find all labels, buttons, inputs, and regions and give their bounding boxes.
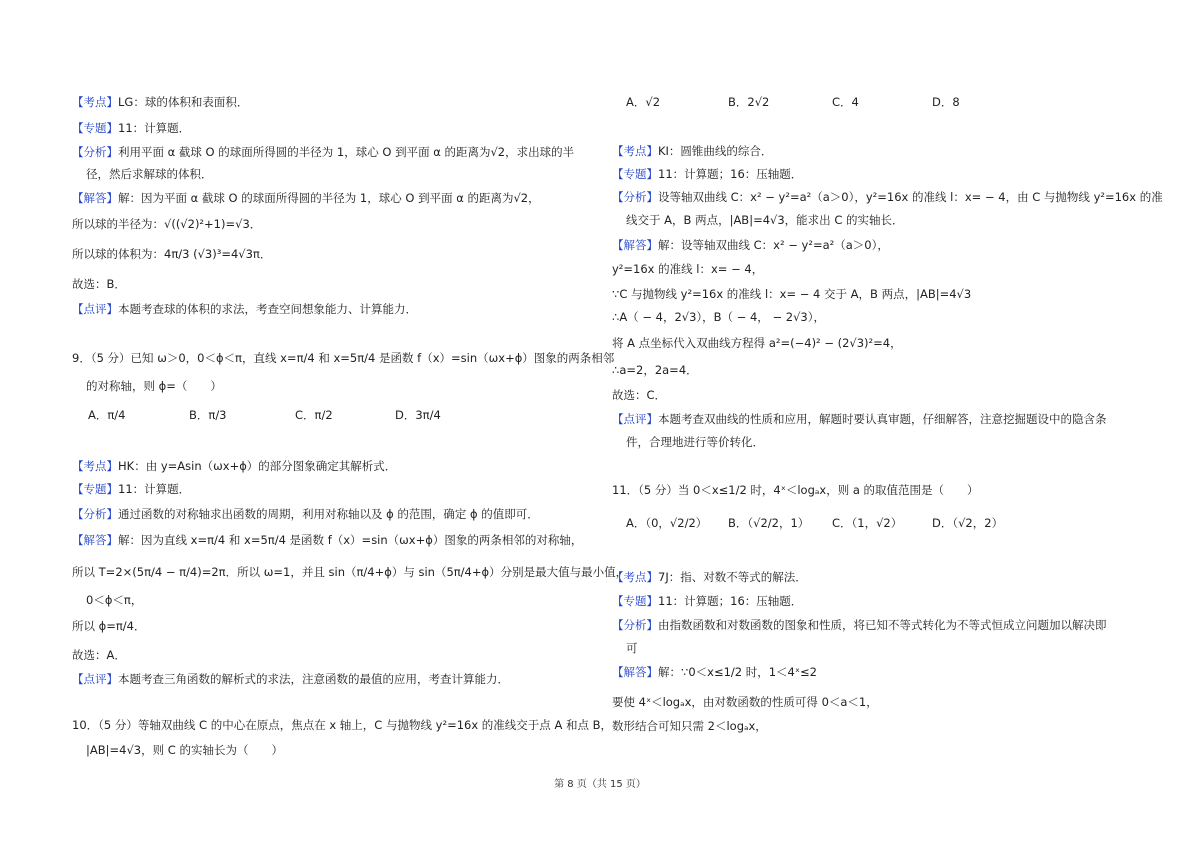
q9-jieda-1: 【解答】解：因为直线 x=π/4 和 x=5π/4 是函数 f（x）=sin（ωx+ϕ）图象的两条相邻的对称轴， bbox=[72, 533, 583, 547]
q9-jieda-2: 所以 T=2×(5π/4 − π/4)=2π．所以 ω=1，并且 sin（π/4+ϕ）与 sin（5π/4+ϕ）分别是最大值与最小值， bbox=[72, 565, 628, 579]
q10-zhuanti: 【专题】11：计算题；16：压轴题． bbox=[612, 167, 803, 181]
section-tag: 【分析】 bbox=[72, 507, 118, 521]
q8-fenxi-1: 【分析】利用平面 α 截球 O 的球面所得圆的半径为 1，球心 O 到平面 α 的距离为√2，求出球的半 bbox=[72, 145, 575, 159]
q9-option-d: D．3π/4 bbox=[395, 408, 441, 422]
q11-zhuanti: 【专题】11：计算题；16：压轴题． bbox=[612, 594, 803, 608]
q10-option-a: A．√2 bbox=[626, 95, 661, 109]
q11-option-d: D．（√2，2） bbox=[932, 516, 1004, 530]
section-tag: 【解答】 bbox=[72, 533, 118, 547]
q10-option-d: D．8 bbox=[932, 95, 960, 109]
q10-option-c: C．4 bbox=[832, 95, 859, 109]
q11-jieda-2: 要使 4ˣ＜logₐx，由对数函数的性质可得 0＜a＜1， bbox=[612, 695, 878, 709]
section-tag: 【专题】 bbox=[72, 482, 118, 496]
q11-option-a: A．（0，√2/2） bbox=[626, 516, 708, 530]
section-tag: 【解答】 bbox=[612, 665, 658, 679]
q9-fenxi: 【分析】通过函数的对称轴求出函数的周期，利用对称轴以及 ϕ 的范围，确定 ϕ 的值即可． bbox=[72, 507, 539, 521]
section-tag: 【分析】 bbox=[612, 618, 658, 632]
q9-kaodian: 【考点】HK：由 y=Asin（ωx+ϕ）的部分图象确定其解析式． bbox=[72, 459, 397, 473]
section-tag: 【考点】 bbox=[72, 459, 118, 473]
q10-jieda-1: 【解答】解：设等轴双曲线 C：x² − y²=a²（a＞0）， bbox=[612, 238, 889, 252]
q10-jieda-4: ∴A（ − 4，2√3），B（ − 4， − 2√3）， bbox=[612, 310, 825, 324]
q9-zhuanti: 【专题】11：计算题． bbox=[72, 482, 191, 496]
q10-stem-2: |AB|=4√3，则 C 的实轴长为（ ） bbox=[86, 743, 283, 757]
section-tag: 【考点】 bbox=[612, 570, 658, 584]
section-tag: 【考点】 bbox=[72, 95, 118, 109]
q11-jieda-1: 【解答】解：∵0＜x≤1/2 时，1＜4ˣ≤2 bbox=[612, 665, 817, 679]
section-tag: 【考点】 bbox=[612, 144, 658, 158]
q9-guxuan: 故选：A． bbox=[72, 648, 126, 662]
q10-fenxi-1: 【分析】设等轴双曲线 C：x² − y²=a²（a＞0），y²=16x 的准线 l：x= − 4，由 C 与抛物线 y²=16x 的准 bbox=[612, 190, 1163, 204]
q9-jieda-3: 0＜ϕ＜π， bbox=[86, 593, 143, 607]
q10-jieda-2: y²=16x 的准线 l：x= − 4， bbox=[612, 262, 764, 276]
q9-option-a: A．π/4 bbox=[88, 408, 126, 422]
page-footer: 第 8 页（共 15 页） bbox=[554, 779, 646, 790]
section-tag: 【点评】 bbox=[612, 412, 658, 426]
q10-dianping-2: 件，合理地进行等价转化． bbox=[626, 435, 764, 449]
section-tag: 【点评】 bbox=[72, 302, 118, 316]
q10-jieda-5: 将 A 点坐标代入双曲线方程得 a²=(−4)² − (2√3)²=4， bbox=[612, 336, 902, 350]
q8-kaodian: 【考点】LG：球的体积和表面积． bbox=[72, 95, 249, 109]
q10-stem-1: 10．（5 分）等轴双曲线 C 的中心在原点，焦点在 x 轴上，C 与抛物线 y²=16x 的准线交于点 A 和点 B， bbox=[72, 718, 613, 732]
q9-stem-2: 的对称轴，则 ϕ=（ ） bbox=[86, 379, 222, 393]
section-tag: 【解答】 bbox=[72, 191, 118, 205]
q9-option-c: C．π/2 bbox=[295, 408, 333, 422]
q11-jieda-3: 数形结合可知只需 2＜logₐx， bbox=[612, 719, 767, 733]
q10-guxuan: 故选：C． bbox=[612, 388, 667, 402]
q10-jieda-3: ∵C 与抛物线 y²=16x 的准线 l：x= − 4 交于 A，B 两点，|AB|=4√3 bbox=[612, 287, 972, 301]
q11-fenxi-1: 【分析】由指数函数和对数函数的图象和性质，将已知不等式转化为不等式恒成立问题加以解决即 bbox=[612, 618, 1107, 632]
q8-fenxi-2: 径，然后求解球的体积． bbox=[86, 167, 213, 181]
q9-dianping: 【点评】本题考查三角函数的解析式的求法，注意函数的最值的应用，考查计算能力． bbox=[72, 672, 509, 686]
q11-option-c: C．（1，√2） bbox=[832, 516, 903, 530]
section-tag: 【解答】 bbox=[612, 238, 658, 252]
q9-option-b: B．π/3 bbox=[189, 408, 227, 422]
section-tag: 【专题】 bbox=[612, 594, 658, 608]
section-tag: 【点评】 bbox=[72, 672, 118, 686]
q9-jieda-4: 所以 ϕ=π/4． bbox=[72, 619, 146, 633]
q11-option-b: B．（√2/2，1） bbox=[728, 516, 810, 530]
q8-jieda-1: 【解答】解：因为平面 α 截球 O 的球面所得圆的半径为 1，球心 O 到平面 α 的距离为√2， bbox=[72, 191, 540, 205]
q8-zhuanti: 【专题】11：计算题． bbox=[72, 121, 191, 135]
q10-kaodian: 【考点】KI：圆锥曲线的综合． bbox=[612, 144, 773, 158]
q10-jieda-6: ∴a=2，2a=4． bbox=[612, 363, 698, 377]
q8-jieda-3: 所以球的体积为：4π/3 (√3)³=4√3π． bbox=[72, 247, 272, 261]
q11-fenxi-2: 可 bbox=[626, 641, 638, 655]
q11-kaodian: 【考点】7J：指、对数不等式的解法． bbox=[612, 570, 807, 584]
q8-guxuan: 故选：B． bbox=[72, 277, 126, 291]
section-tag: 【专题】 bbox=[72, 121, 118, 135]
q11-stem: 11．（5 分）当 0＜x≤1/2 时，4ˣ＜logₐx，则 a 的取值范围是（ ） bbox=[612, 483, 979, 497]
q8-jieda-2: 所以球的半径为：√((√2)²+1)=√3． bbox=[72, 217, 262, 231]
q8-dianping: 【点评】本题考查球的体积的求法，考查空间想象能力、计算能力． bbox=[72, 302, 417, 316]
q9-stem-1: 9．（5 分）已知 ω＞0，0＜ϕ＜π，直线 x=π/4 和 x=5π/4 是函数 f（x）=sin（ωx+ϕ）图象的两条相邻 bbox=[72, 351, 615, 365]
section-tag: 【分析】 bbox=[612, 190, 658, 204]
section-tag: 【专题】 bbox=[612, 167, 658, 181]
q10-option-b: B．2√2 bbox=[728, 95, 770, 109]
q10-dianping-1: 【点评】本题考查双曲线的性质和应用，解题时要认真审题，仔细解答，注意挖掘题设中的隐含条 bbox=[612, 412, 1107, 426]
section-tag: 【分析】 bbox=[72, 145, 118, 159]
q10-fenxi-2: 线交于 A，B 两点，|AB|=4√3，能求出 C 的实轴长． bbox=[626, 213, 904, 227]
